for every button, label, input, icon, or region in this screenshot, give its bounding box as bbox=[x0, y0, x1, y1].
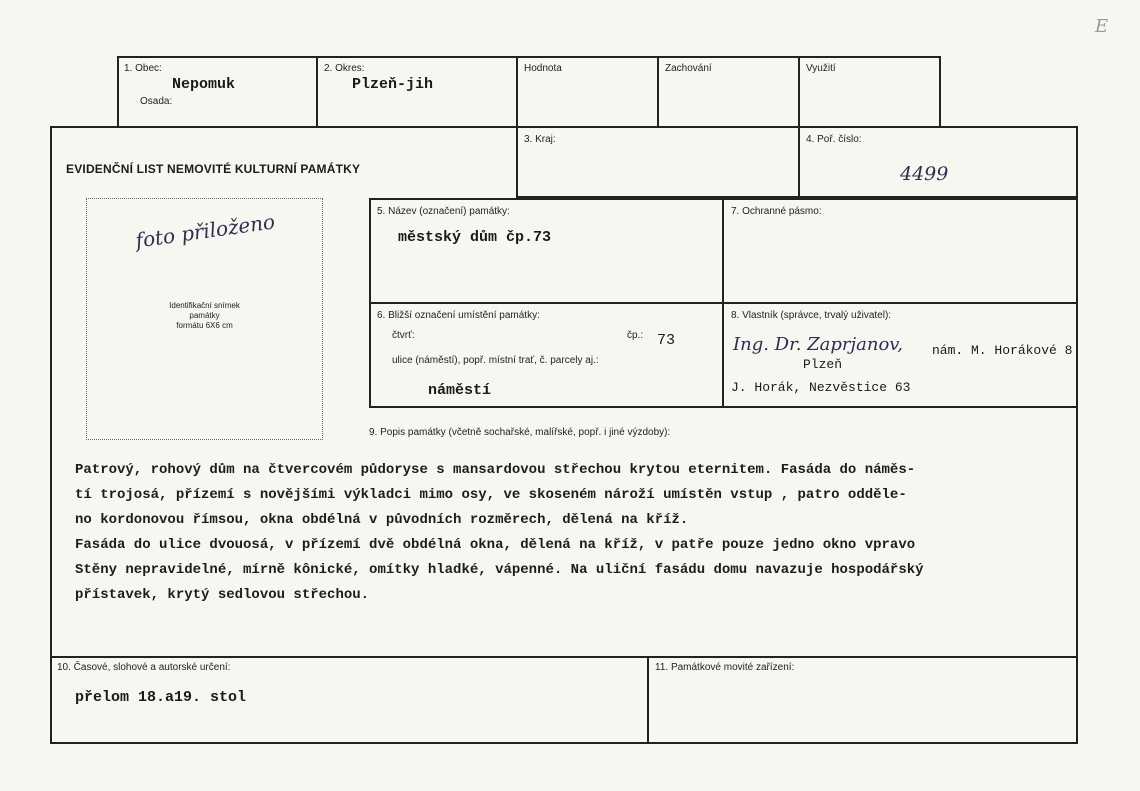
photo-caption: Identifikační snímek památky formátu 6X6 cm bbox=[169, 301, 240, 330]
osada-label: Osada: bbox=[140, 96, 173, 107]
popis-line: Stěny nepravidelné, mírně kônické, omítky hladké, vápenné. Na uliční fasádu domu navazuje hospodářský bbox=[75, 562, 924, 578]
zachovani-label: Zachování bbox=[665, 63, 712, 74]
popis-line: Fasáda do ulice dvouosá, v přízemí dvě obdélná okna, dělená na kříž, v patře pouze jedno okno vpravo bbox=[75, 537, 916, 553]
kraj-label: 3. Kraj: bbox=[524, 134, 556, 145]
frame-left bbox=[50, 126, 52, 744]
popis-label: 9. Popis památky (včetně sochařské, malířské, popř. i jiné výzdoby): bbox=[369, 427, 671, 438]
por-cislo-label: 4. Poř. číslo: bbox=[806, 134, 862, 145]
vlastnik-label: 8. Vlastník (správce, trvalý uživatel): bbox=[731, 310, 892, 321]
okres-label: 2. Okres: bbox=[324, 63, 365, 74]
popis-line: Patrový, rohový dům na čtvercovém půdoryse s mansardovou střechou krytou eternitem. Fasáda do náměs- bbox=[75, 462, 916, 478]
popis-text bbox=[75, 458, 1085, 608]
umisteni-label: 6. Bližší označení umístění památky: bbox=[377, 310, 540, 321]
popis-line: no kordonovou římsou, okna obdélná v původních rozměrech, dělená na kříž. bbox=[75, 512, 689, 528]
ochranne-pasmo-label: 7. Ochranné pásmo: bbox=[731, 206, 822, 217]
okres-value: Plzeň-jih bbox=[352, 76, 434, 93]
cp-value: 73 bbox=[657, 332, 676, 349]
frame-top bbox=[50, 126, 1078, 128]
casove-value: přelom 18.a19. stol bbox=[75, 689, 247, 706]
movite-label: 11. Památkové movité zařízení: bbox=[655, 662, 795, 673]
ulice-label: ulice (náměstí), popř. místní trať, č. parcely aj.: bbox=[392, 355, 599, 366]
cp-label: čp.: bbox=[627, 330, 644, 341]
popis-line: přístavek, krytý sedlovou střechou. bbox=[75, 587, 370, 603]
por-cislo-value: 4499 bbox=[900, 163, 949, 185]
vlastnik-city: Plzeň bbox=[803, 357, 843, 372]
ulice-value: náměstí bbox=[428, 382, 492, 399]
vlastnik-hand-value: Ing. Dr. Zaprjanov, bbox=[733, 334, 904, 355]
form-title: EVIDENČNÍ LIST NEMOVITÉ KULTURNÍ PAMÁTKY bbox=[66, 162, 361, 176]
obec-value: Nepomuk bbox=[172, 76, 236, 93]
vlastnik-second: J. Horák, Nezvěstice 63 bbox=[731, 380, 911, 395]
popis-line: tí trojosá, přízemí s novějšími výkladci mimo osy, ve skoseném nároží umístěn vstup , patro odděle- bbox=[75, 487, 907, 503]
nazev-value: městský dům čp.73 bbox=[398, 229, 552, 246]
vyuziti-label: Využití bbox=[806, 63, 836, 74]
nazev-label: 5. Název (označení) památky: bbox=[377, 206, 510, 217]
photo-placeholder bbox=[86, 198, 323, 440]
obec-label: 1. Obec: bbox=[124, 63, 162, 74]
top-row-border bbox=[117, 56, 941, 58]
photo-hand-note: foto přiloženo bbox=[134, 209, 277, 253]
frame-right bbox=[1076, 126, 1078, 744]
ctvrt-label: čtvrť: bbox=[392, 330, 415, 341]
frame-bottom bbox=[50, 742, 1078, 744]
corner-mark: E bbox=[1095, 16, 1109, 37]
hodnota-label: Hodnota bbox=[524, 63, 562, 74]
vlastnik-address: nám. M. Horákové 8 bbox=[932, 343, 1073, 358]
casove-label: 10. Časové, slohové a autorské určení: bbox=[57, 662, 231, 673]
